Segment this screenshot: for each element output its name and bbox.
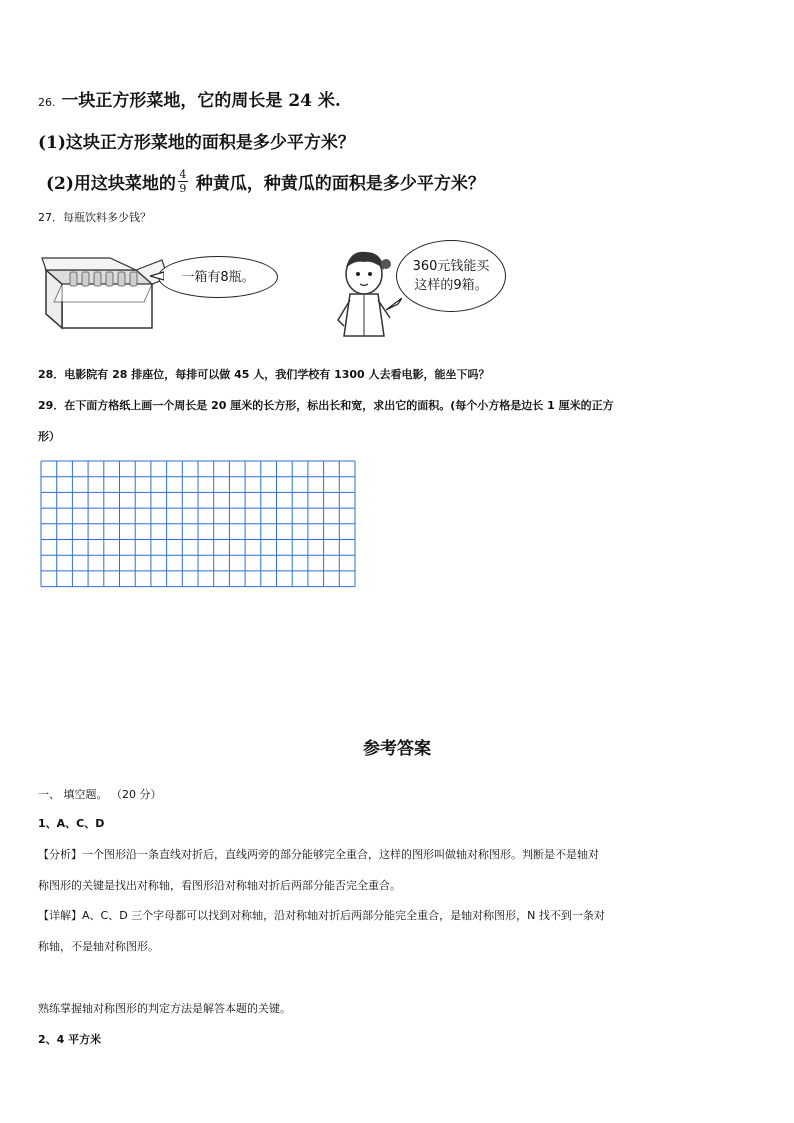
bubble-text: 一箱有8瓶。 xyxy=(181,269,255,285)
bubble-tail xyxy=(150,270,164,282)
part-2-prefix: (2)用这块菜地的 xyxy=(46,174,176,194)
question-27: 27．每瓶饮料多少钱？ xyxy=(38,211,151,224)
bubble-text-line-2: 这样的9箱。 xyxy=(414,278,488,293)
answer-key-title: 参考答案 xyxy=(363,739,431,759)
fraction-denominator: 9 xyxy=(179,182,187,195)
bubble-text-line-1: 360元钱能买 xyxy=(412,259,490,274)
speech-bubble-girl xyxy=(396,240,506,312)
summary-note: 熟练掌握轴对称图形的判定方法是解答本题的关键。 xyxy=(38,1002,291,1015)
fraction-numerator: 4 xyxy=(179,168,187,181)
question-26-part-2 xyxy=(46,168,485,195)
drink-box-illustration xyxy=(40,256,170,336)
analysis-line-1: 【分析】一个图形沿一条直线对折后，直线两旁的部分能够完全重合，这样的图形叫做轴对称图形。判断是不是轴对 xyxy=(38,848,599,861)
detail-line-2: 称轴，不是轴对称图形。 xyxy=(38,940,159,953)
question-number: 26. xyxy=(38,96,56,109)
question-29-line-2: 形） xyxy=(38,430,60,443)
part-2-suffix: 种黄瓜，种黄瓜的面积是多少平方米？ xyxy=(195,174,485,194)
speech-bubble-box xyxy=(158,256,278,298)
question-29-line-1: 29．在下面方格纸上画一个周长是 20 厘米的长方形，标出长和宽，求出它的面积。(每个小方格是边长 1 厘米的正方 xyxy=(38,399,614,412)
fraction xyxy=(178,168,188,195)
detail-line-1: 【详解】A、C、D 三个字母都可以找到对称轴，沿对称轴对折后两部分能完全重合，是轴对称图形，N 找不到一条对 xyxy=(38,909,605,922)
question-26-part-1: (1)这块正方形菜地的面积是多少平方米？ xyxy=(38,133,355,153)
answer-2: 2、4 平方米 xyxy=(38,1033,102,1046)
section-heading: 一、 填空题。 （20 分） xyxy=(38,788,162,801)
question-26 xyxy=(38,86,341,111)
bubble-tail xyxy=(386,298,402,312)
analysis-line-2: 称图形的关键是找出对称轴，看图形沿对称轴对折后两部分能否完全重合。 xyxy=(38,879,401,892)
grid-paper[interactable] xyxy=(40,460,358,590)
question-text: 一块正方形菜地，它的周长是 24 米. xyxy=(61,91,341,111)
girl-illustration xyxy=(336,248,396,340)
question-28: 28．电影院有 28 排座位，每排可以做 45 人，我们学校有 1300 人去看电影，能坐下吗？ xyxy=(38,368,490,381)
answer-1: 1、A、C、D xyxy=(38,817,105,830)
